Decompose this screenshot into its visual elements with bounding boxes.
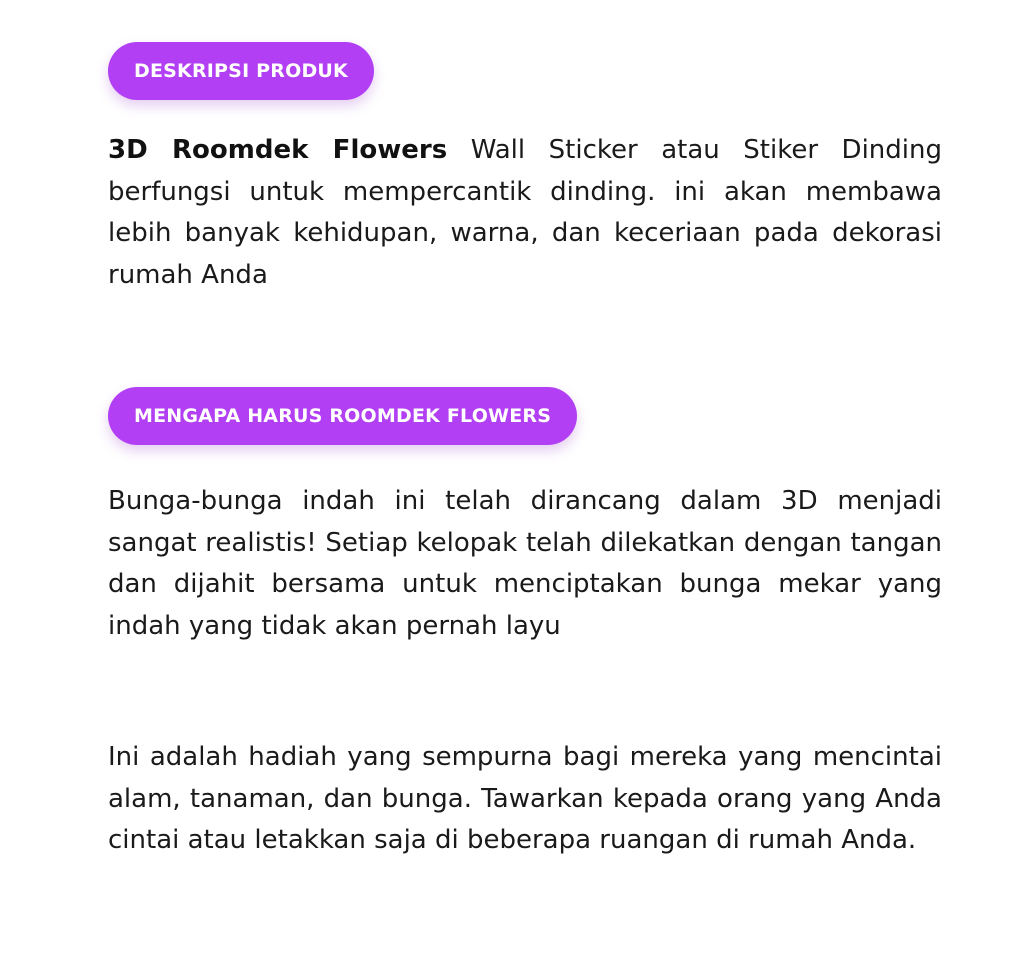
section-heading-mengapa-harus: MENGAPA HARUS ROOMDEK FLOWERS xyxy=(108,387,577,445)
product-name-bold: 3D Roomdek Flowers xyxy=(108,135,448,165)
reason-paragraph-realistic: Bunga-bunga indah ini telah dirancang dalam 3D menjadi sangat realistis! Setiap kelopak telah dilekatkan dengan tangan dan dijahit bersama untuk menciptakan bunga mekar yang indah yang tidak akan pernah layu xyxy=(108,486,942,641)
reason-paragraph-gift: Ini adalah hadiah yang sempurna bagi mereka yang mencintai alam, tanaman, dan bunga. Tawarkan kepada orang yang Anda cintai atau letakkan saja di beberapa ruangan di rumah Anda. xyxy=(108,742,942,855)
section-heading-deskripsi-produk: DESKRIPSI PRODUK xyxy=(108,42,374,100)
product-description-text: Wall Sticker atau Stiker Dinding berfungsi untuk mempercantik dinding. ini akan membawa lebih banyak kehidupan, warna, dan keceriaan pada dekorasi rumah Anda xyxy=(108,135,942,290)
product-description-paragraph xyxy=(108,130,942,296)
